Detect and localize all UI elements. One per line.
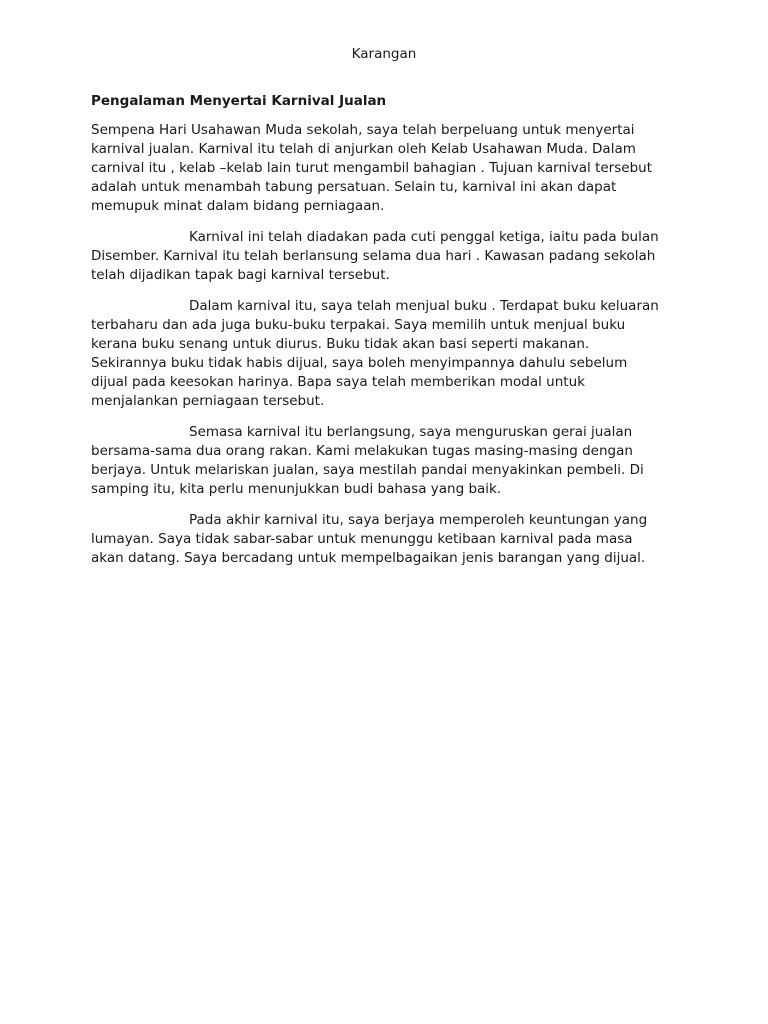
paragraph-4 (91, 423, 681, 499)
paragraph-2 (91, 228, 681, 285)
paragraph-3 (91, 297, 681, 411)
paragraph-line: dijual pada keesokan harinya. Bapa saya telah memberikan modal untuk (91, 374, 585, 390)
paragraph-line: akan datang. Saya bercadang untuk mempelbagaikan jenis barangan yang dijual. (91, 550, 646, 566)
paragraph-line: adalah untuk menambah tabung persatuan. Selain tu, karnival ini akan dapat (91, 179, 617, 195)
paragraph-line: Dalam karnival itu, saya telah menjual buku . Terdapat buku keluaran (189, 298, 659, 314)
paragraph-line: Karnival ini telah diadakan pada cuti penggal ketiga, iaitu pada bulan (189, 229, 659, 245)
paragraph-line: telah dijadikan tapak bagi karnival tersebut. (91, 267, 390, 283)
document-heading: Karangan (351, 46, 417, 62)
paragraph-line: bersama-sama dua orang rakan. Kami melakukan tugas masing-masing dengan (91, 443, 633, 459)
paragraph-5 (91, 511, 681, 568)
paragraph-line: kerana buku senang untuk diurus. Buku tidak akan basi seperti makanan. (91, 336, 590, 352)
paragraph-1 (91, 121, 681, 216)
paragraph-line: carnival itu , kelab –kelab lain turut mengambil bahagian . Tujuan karnival tersebut (91, 160, 652, 176)
paragraph-line: memupuk minat dalam bidang perniagaan. (91, 198, 385, 214)
paragraph-line: karnival jualan. Karnival itu telah di anjurkan oleh Kelab Usahawan Muda. Dalam (91, 141, 636, 157)
paragraph-line: menjalankan perniagaan tersebut. (91, 393, 325, 409)
paragraph-line: Sempena Hari Usahawan Muda sekolah, saya telah berpeluang untuk menyertai (91, 122, 635, 138)
paragraph-line: Semasa karnival itu berlangsung, saya menguruskan gerai jualan (189, 424, 633, 440)
document-body (91, 92, 681, 580)
paragraph-line: berjaya. Untuk melariskan jualan, saya mestilah pandai menyakinkan pembeli. Di (91, 462, 644, 478)
essay-title: Pengalaman Menyertai Karnival Jualan (91, 93, 387, 109)
paragraph-line: lumayan. Saya tidak sabar-sabar untuk menunggu ketibaan karnival pada masa (91, 531, 633, 547)
paragraph-line: terbaharu dan ada juga buku-buku terpakai. Saya memilih untuk menjual buku (91, 317, 626, 333)
paragraph-line: Disember. Karnival itu telah berlansung selama dua hari . Kawasan padang sekolah (91, 248, 656, 264)
paragraph-line: samping itu, kita perlu menunjukkan budi bahasa yang baik. (91, 481, 502, 497)
paragraph-line: Pada akhir karnival itu, saya berjaya memperoleh keuntungan yang (189, 512, 648, 528)
paragraph-line: Sekirannya buku tidak habis dijual, saya boleh menyimpannya dahulu sebelum (91, 355, 628, 371)
